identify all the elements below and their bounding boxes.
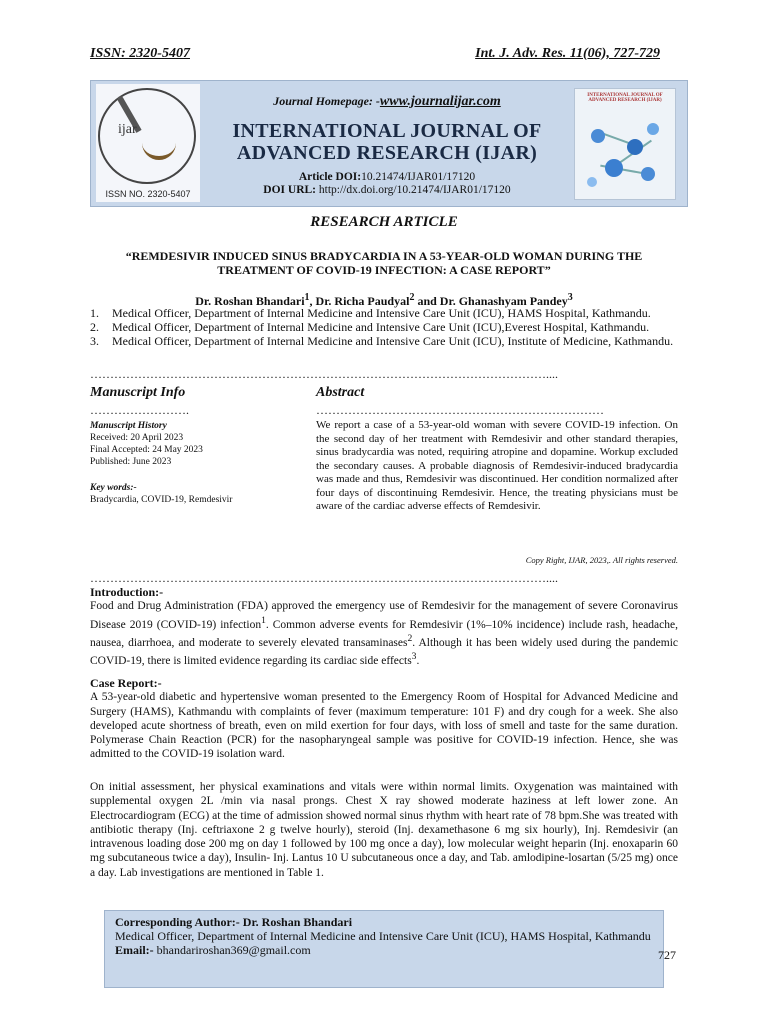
author-3: Dr. Ghanashyam Pandey: [439, 294, 568, 308]
journal-title-line2: ADVANCED RESEARCH (IJAR): [236, 142, 538, 164]
accepted-date: Final Accepted: 24 May 2023: [90, 445, 203, 455]
corresponding-author-label: Corresponding Author:- Dr. Roshan Bhandari: [115, 915, 353, 929]
separator-top: ……………………………………………………………………………………………………....: [90, 367, 558, 381]
cover-title: INTERNATIONAL JOURNAL OF ADVANCED RESEARCH (IJAR): [587, 93, 663, 103]
abstract-text: We report a case of a 53-year-old woman with severe COVID-19 infection. On the second day of her treatment with Remdesivir and other standard therapies, sinus bradycardia was noted, requiring atropine and dopamine. Workup excluded the secondary causes. A probable diagnosis of Remdesivir-induced bradycardia was made and thus, Remdesivir was discontinued. Her condition normalized after four days of discontinuing Remdesivir. Hence, the treating physicians must be aware of the cardiac adverse effects of Remdesivir.: [316, 419, 678, 512]
journal-title: [200, 120, 574, 164]
introduction-text: [90, 599, 678, 668]
manuscript-info-dots: …………………….: [90, 403, 189, 417]
keywords-label: Key words:-: [90, 483, 137, 493]
journal-logo: [96, 84, 200, 202]
case-report-heading: Case Report:-: [90, 676, 162, 690]
logo-issn: ISSN NO. 2320-5407: [105, 189, 191, 199]
author-2-sup: 2: [409, 292, 415, 303]
journal-homepage: [200, 94, 574, 110]
abstract-heading: Abstract: [316, 385, 365, 400]
author-separator: ,: [309, 294, 316, 308]
citation-sup: 1: [261, 614, 266, 626]
affiliation-number: 2.: [90, 320, 99, 334]
affiliations: [90, 306, 678, 348]
journal-cover-image: [574, 88, 676, 200]
affiliation-item: [90, 320, 678, 334]
homepage-label: Journal Homepage: -: [273, 94, 380, 108]
affiliation-number: 3.: [90, 334, 99, 348]
case-report-paragraph-2: On initial assessment, her physical examinations and vitals were within normal limits. Oxygenation was maintained with supplemental oxygen 2L /min via nasal prongs. Chest X ray showed moderate haziness at left lower zone. An Electrocardiogram (ECG) at the time of admission showed normal sinus rhythm with heart rate of 78 bpm.She was treated with antibiotic therapy (Inj. ceftriaxone 2 g twelve hourly), steroid (Inj. dexamethasone 6 mg six hourly), Inj. Remdesivir (an intravenous loading dose 200 mg on day 1 followed by 100 mg once a day), low molecular weight heparin (Inj. enoxaparin 60 mg subcutaneous twice a day), Insulin- Inj. Lantus 10 U subcutaneous once a day, and Tab. amlodipine-losartan (5/25 mg) once a day. Lab investigations are mentioned in Table 1.: [90, 781, 678, 879]
doi-block: [200, 171, 574, 197]
author-1: Dr. Roshan Bhandari: [195, 294, 305, 308]
homepage-link[interactable]: www.journalijar.com: [379, 94, 501, 109]
introduction-section: [90, 585, 678, 668]
affiliation-item: [90, 334, 678, 348]
article-title: “REMDESIVIR INDUCED SINUS BRADYCARDIA IN A 53-YEAR-OLD WOMAN DURING THE TREATMENT OF COVID-19 INFECTION: A CASE REPORT”: [125, 249, 643, 277]
introduction-heading: Introduction:-: [90, 585, 164, 599]
citation-sup: 3: [411, 650, 417, 662]
affiliation-item: [90, 306, 678, 320]
manuscript-history: [90, 420, 300, 506]
copyright: Copy Right, IJAR, 2023,. All rights reserved.: [525, 555, 678, 565]
intro-sentence: Food and Drug Administration (FDA) approved the emergency use of Remdesivir for the management of severe Coronavirus Disease 2019 (COVID-19) infection: [90, 600, 678, 631]
citation-sup: 2: [407, 632, 413, 644]
article-doi: 10.21474/IJAR01/17120: [361, 171, 476, 183]
affiliation-number: 1.: [90, 306, 99, 320]
email-label: Email:-: [115, 943, 154, 957]
author-2: Dr. Richa Paudyal: [315, 294, 410, 308]
journal-title-line1: INTERNATIONAL JOURNAL OF: [232, 120, 542, 142]
keywords: Bradycardia, COVID-19, Remdesivir: [90, 495, 233, 505]
issn-header: ISSN: 2320-5407: [90, 46, 190, 61]
separator-mid: ……………………………………………………………………………………………………....: [90, 571, 558, 585]
affiliation-text: Medical Officer, Department of Internal Medicine and Intensive Care Unit (ICU),Everest Hospital, Kathmandu.: [112, 320, 650, 334]
published-date: Published: June 2023: [90, 457, 172, 467]
history-label: Manuscript History: [90, 421, 167, 431]
doi-url-label: DOI URL:: [263, 184, 317, 196]
intro-sentence: . Although it has been widely used during the pandemic COVID-19, there is limited evidence regarding its cardiac side effects: [90, 636, 678, 667]
author-3-sup: 3: [567, 292, 573, 303]
intro-sentence: . Common adverse events for Remdesivir (1%–10% incidence) include rash, headache, nausea, diarrhoea, and moderate to severely elevated transaminases: [90, 618, 678, 649]
page-number: 727: [658, 948, 676, 962]
affiliation-text: Medical Officer, Department of Internal Medicine and Intensive Care Unit (ICU), Institute of Medicine, Kathmandu.: [112, 334, 674, 348]
corresponding-author-box: [104, 910, 664, 988]
author-1-sup: 1: [304, 292, 310, 303]
intro-sentence: .: [416, 654, 420, 667]
corresponding-affiliation: Medical Officer, Department of Internal Medicine and Intensive Care Unit (ICU), HAMS Hospital, Kathmandu: [115, 929, 651, 943]
manuscript-info-heading: Manuscript Info: [90, 385, 186, 400]
article-type: RESEARCH ARTICLE: [310, 214, 458, 230]
case-report-paragraph-1: A 53-year-old diabetic and hypertensive woman presented to the Emergency Room of Hospital for Advanced Medicine and Surgery (HAMS), Kathmandu with complaints of fever (maximum temperature: 101 F) and dry cough for a week. She also developed acute shortness of breath, even on mild exertion for four days, with loss of smell and taste for the same duration. Polymerase Chain Reaction (PCR) for the nasopharyngeal sample was positive for COVID-19 infection. Hence, she was admitted to the COVID-19 isolation ward.: [90, 691, 678, 761]
citation-header: Int. J. Adv. Res. 11(06), 727-729: [475, 46, 660, 61]
affiliation-text: Medical Officer, Department of Internal Medicine and Intensive Care Unit (ICU), HAMS Hospital, Kathmandu.: [112, 306, 651, 320]
author-separator: and: [414, 294, 440, 308]
article-doi-label: Article DOI:: [298, 171, 362, 183]
logo-text: ijar: [118, 122, 137, 137]
received-date: Received: 20 April 2023: [90, 433, 184, 443]
abstract-dots: ………………………………………………………………: [316, 403, 604, 417]
case-report-section: [90, 676, 678, 762]
email-address[interactable]: bhandariroshan369@gmail.com: [153, 943, 311, 957]
doi-url-link[interactable]: http://dx.doi.org/10.21474/IJAR01/17120: [318, 184, 511, 196]
